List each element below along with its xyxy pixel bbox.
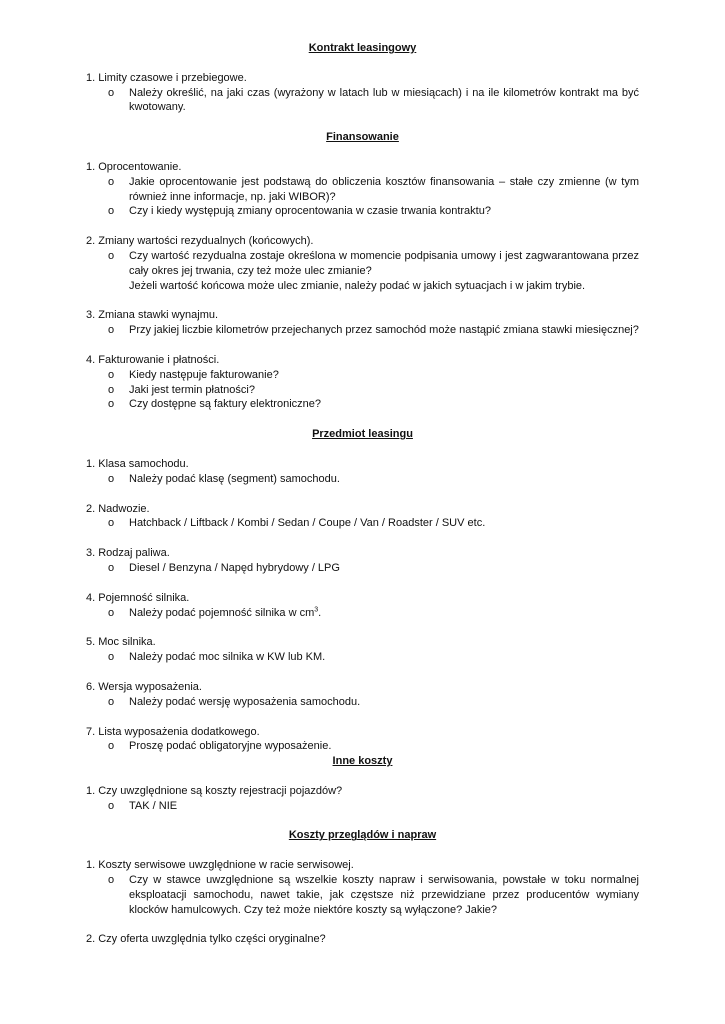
item-title: 5. Moc silnika. — [86, 636, 156, 649]
spacer — [86, 115, 639, 130]
spacer — [86, 487, 639, 502]
sub-item-text: Kiedy następuje fakturowanie? — [129, 368, 279, 381]
section — [86, 412, 639, 754]
item-title: 2. Czy oferta uwzględnia tylko części oryginalne? — [86, 933, 326, 946]
list-item — [86, 308, 639, 338]
item-title: 1. Czy uwzględnione są koszty rejestracji pojazdów? — [86, 784, 343, 797]
sub-item — [86, 739, 639, 754]
list-item — [86, 858, 639, 917]
sub-item-text: TAK / NIE — [129, 799, 178, 812]
spacer — [86, 442, 639, 457]
bullet-icon: o — [108, 175, 115, 188]
sub-item — [86, 561, 639, 576]
sub-item — [86, 86, 639, 116]
bullet-icon: o — [108, 368, 115, 381]
list-item — [86, 725, 639, 755]
spacer — [86, 338, 639, 353]
spacer — [86, 843, 639, 858]
sub-item-text: Czy dostępne są faktury elektroniczne? — [129, 398, 321, 411]
bullet-icon: o — [108, 86, 115, 99]
bullet-icon: o — [108, 249, 115, 262]
section-heading: Koszty przeglądów i napraw — [288, 829, 437, 842]
spacer — [86, 145, 639, 160]
list-item — [86, 353, 639, 412]
item-title: 1. Koszty serwisowe uwzględnione w racie serwisowej. — [86, 859, 354, 872]
section — [86, 41, 639, 115]
spacer — [86, 219, 639, 234]
superscript: 3 — [314, 605, 319, 613]
item-title: 7. Lista wyposażenia dodatkowego. — [86, 725, 260, 738]
sub-item — [86, 397, 639, 412]
item-title: 6. Wersja wyposażenia. — [86, 680, 202, 693]
spacer — [86, 620, 639, 635]
section-heading: Finansowanie — [326, 131, 399, 144]
item-title: 2. Nadwozie. — [86, 502, 150, 515]
section-heading: Kontrakt leasingowy — [308, 42, 417, 54]
bullet-icon: o — [108, 740, 115, 753]
item-title: 1. Klasa samochodu. — [86, 457, 189, 470]
sub-item — [86, 383, 639, 398]
spacer — [86, 665, 639, 680]
sub-item-text: Należy podać klasę (segment) samochodu. — [129, 472, 340, 485]
sub-item — [86, 873, 639, 917]
sub-item — [86, 204, 639, 219]
section-heading: Przedmiot leasingu — [312, 428, 413, 441]
section — [86, 115, 639, 412]
spacer — [86, 710, 639, 725]
bullet-icon: o — [108, 398, 115, 411]
item-title: 4. Pojemność silnika. — [86, 591, 190, 604]
spacer — [86, 813, 639, 828]
item-title: 2. Zmiany wartości rezydualnych (końcowych). — [86, 235, 314, 248]
bullet-icon: o — [108, 606, 115, 619]
bullet-icon: o — [108, 383, 115, 396]
sub-item — [86, 695, 639, 710]
item-title: 3. Zmiana stawki wynajmu. — [86, 309, 219, 322]
sub-item-text: Czy w stawce uwzględnione są wszelkie koszty napraw i serwisowania, powstałe w toku normalnej eksploatacji samochodu, nawet takie, jak częstsze niż przewidziane przez producentów wymiany klocków hamulcowych. Czy też może niektóre koszty są wyłączone? Jakie? — [129, 874, 639, 916]
sub-item-text: Proszę podać obligatoryjne wyposażenie. — [129, 740, 332, 753]
item-title: 1. Limity czasowe i przebiegowe. — [86, 71, 247, 84]
list-item — [86, 71, 639, 115]
sub-item — [86, 650, 639, 665]
sub-item — [86, 799, 639, 814]
list-item — [86, 932, 639, 947]
list-item — [86, 546, 639, 576]
bullet-icon: o — [108, 651, 115, 664]
list-item — [86, 457, 639, 487]
spacer — [86, 293, 639, 308]
sub-item-text: Należy podać wersję wyposażenia samochodu. — [129, 695, 361, 708]
spacer — [86, 917, 639, 932]
sub-item-text: Czy i kiedy występują zmiany oprocentowania w czasie trwania kontraktu? — [129, 205, 491, 218]
bullet-icon: o — [108, 561, 115, 574]
list-item — [86, 635, 639, 665]
bullet-icon: o — [108, 517, 115, 530]
sub-item — [86, 323, 639, 338]
sub-item-text: Jaki jest termin płatności? — [129, 383, 255, 396]
item-note: Jeżeli wartość końcowa może ulec zmianie, należy podać w jakich sytuacjach i w jakim trybie. — [129, 279, 586, 292]
sub-item-text: Diesel / Benzyna / Napęd hybrydowy / LPG — [129, 561, 340, 574]
bullet-icon: o — [108, 874, 115, 887]
sub-item — [86, 368, 639, 383]
item-title: 1. Oprocentowanie. — [86, 160, 182, 173]
sub-item-text: Hatchback / Liftback / Kombi / Sedan / Coupe / Van / Roadster / SUV etc. — [129, 517, 486, 530]
list-item — [86, 234, 639, 293]
sub-item-text: Czy wartość rezydualna zostaje określona w momencie podpisania umowy i jest zagwarantowana przez cały okres jej trwania, czy też może ulec zmianie? — [129, 249, 639, 277]
sub-item — [86, 516, 639, 531]
bullet-icon: o — [108, 324, 115, 337]
sub-item — [86, 175, 639, 205]
bullet-icon: o — [108, 205, 115, 218]
list-item — [86, 160, 639, 219]
item-title: 3. Rodzaj paliwa. — [86, 547, 170, 560]
list-item — [86, 591, 639, 621]
sub-item-tail: . — [318, 606, 322, 619]
item-title: 4. Fakturowanie i płatności. — [86, 353, 220, 366]
sub-item-text: Należy podać moc silnika w KW lub KM. — [129, 651, 326, 664]
spacer — [86, 412, 639, 427]
list-item — [86, 784, 639, 814]
list-item — [86, 680, 639, 710]
spacer — [86, 576, 639, 591]
section — [86, 754, 639, 813]
sub-item-text: Jakie oprocentowanie jest podstawą do obliczenia kosztów finansowania – stałe czy zmienne (w tym również inne informacje, np. jaki WIBOR)? — [129, 175, 639, 203]
list-item — [86, 502, 639, 532]
bullet-icon: o — [108, 799, 115, 812]
bullet-icon: o — [108, 472, 115, 485]
sub-item-text: Należy określić, na jaki czas (wyrażony w latach lub w miesiącach) i na ile kilometrów kontrakt ma być kwotowany. — [129, 86, 639, 114]
bullet-icon: o — [108, 695, 115, 708]
sub-item — [86, 249, 639, 279]
spacer — [86, 769, 639, 784]
sub-item-text: Przy jakiej liczbie kilometrów przejechanych przez samochód może nastąpić zmiana stawki miesięcznej? — [129, 324, 639, 337]
sub-item-text: Należy podać pojemność silnika w cm — [129, 606, 315, 619]
sub-item — [86, 606, 639, 621]
section-heading: Inne koszty — [332, 755, 393, 768]
section — [86, 813, 639, 947]
sub-item — [86, 472, 639, 487]
spacer — [86, 56, 639, 71]
spacer — [86, 531, 639, 546]
